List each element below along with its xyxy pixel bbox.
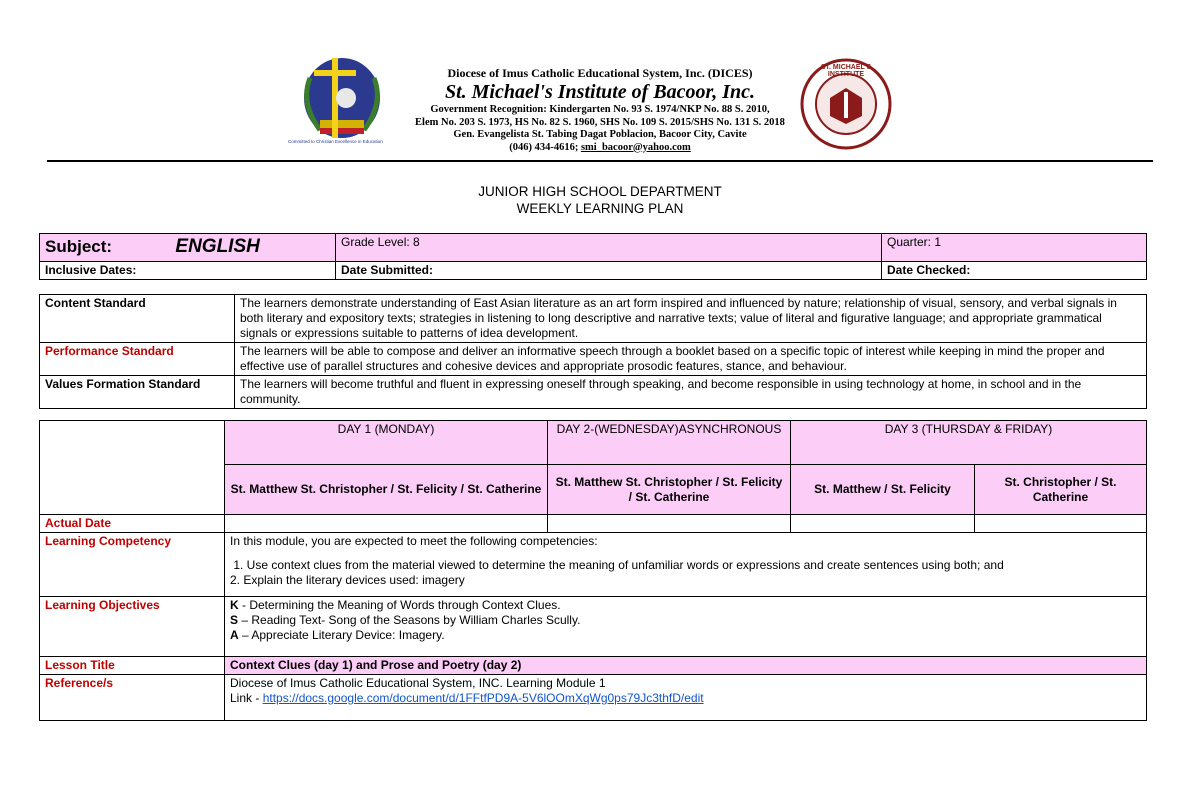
inclusive-dates: Inclusive Dates: xyxy=(40,262,336,280)
section-group-2: St. Matthew St. Christopher / St. Felicity / St. Catherine xyxy=(548,465,791,515)
subject-cell xyxy=(40,234,336,262)
objective-attitude: A – Appreciate Literary Device: Imagery. xyxy=(230,628,445,642)
day1-header: DAY 1 (MONDAY) xyxy=(225,421,548,465)
content-standard-label: Content Standard xyxy=(40,295,235,343)
date-checked: Date Checked: xyxy=(882,262,1147,280)
actual-date-label: Actual Date xyxy=(40,515,225,533)
recognition-line: Government Recognition: Kindergarten No. 93 S. 1974/NKP No. 88 S. 2010, xyxy=(430,104,770,115)
school-email[interactable]: smi_bacoor@yahoo.com xyxy=(580,141,691,153)
actual-date-day1 xyxy=(225,515,548,533)
module-link[interactable]: https://docs.google.com/document/d/1FFtfPD9A-5V6lOOmXqWg0ps79Jc3thfD/edit xyxy=(262,691,704,705)
content-standard-text: The learners demonstrate understanding of East Asian literature as an art form inspired and influenced by nature; relationship of visual, sensory, and verbal signals in both literary and expository texts; strategies in listening to long descriptive and narrative texts; value of literal and figurative language; and appropriate grammatical signals or expressions suitable to patterns of idea development. xyxy=(235,295,1147,343)
competency-item-2: 2. Explain the literary devices used: imagery xyxy=(230,573,465,587)
quarter-cell: Quarter: 1 xyxy=(882,234,1147,262)
values-standard-text: The learners will become truthful and fluent in expressing oneself through speaking, and become responsible in using technology at home, in school and in the community. xyxy=(235,376,1147,409)
school-address: Gen. Evangelista St. Tabing Dagat Poblacion, Bacoor City, Cavite xyxy=(453,129,747,140)
grade-level-cell: Grade Level: 8 xyxy=(336,234,882,262)
learning-objectives-label: Learning Objectives xyxy=(40,597,225,657)
objective-skill: S – Reading Text- Song of the Seasons by William Charles Scully. xyxy=(230,613,581,627)
contact-line xyxy=(380,142,820,155)
seal-text: ST. MICHAEL'S INSTITUTE xyxy=(820,64,872,78)
actual-date-day3a xyxy=(791,515,975,533)
plan-corner-cell xyxy=(40,421,225,515)
plan-title: WEEKLY LEARNING PLAN xyxy=(516,201,684,216)
school-phone: (046) 434-4616; xyxy=(509,141,579,153)
recognition-line-2: Elem No. 203 S. 1973, HS No. 82 S. 1960, SHS No. 109 S. 2015/SHS No. 131 S. 2018 xyxy=(415,116,785,128)
section-group-3: St. Matthew / St. Felicity xyxy=(791,465,975,515)
learning-competency-content xyxy=(225,533,1147,597)
info-table xyxy=(39,233,1147,280)
reference-link-line xyxy=(230,691,1141,706)
school-header xyxy=(380,66,820,154)
lesson-title-value: Context Clues (day 1) and Prose and Poetry (day 2) xyxy=(225,657,1147,675)
actual-date-day2 xyxy=(548,515,791,533)
dices-logo xyxy=(290,48,382,148)
link-label: Link - xyxy=(230,691,263,705)
objective-knowledge: K - Determining the Meaning of Words through Context Clues. xyxy=(230,598,561,612)
performance-standard-label: Performance Standard xyxy=(40,343,235,376)
school-name: St. Michael's Institute of Bacoor, Inc. xyxy=(444,81,756,103)
logo-caption: Committed to Christian Excellence in Education xyxy=(288,139,383,144)
standards-table xyxy=(39,294,1147,409)
learning-objectives-content xyxy=(225,597,1147,657)
section-group-4: St. Christopher / St. Catherine xyxy=(975,465,1147,515)
values-standard-label: Values Formation Standard xyxy=(40,376,235,409)
department-title: JUNIOR HIGH SCHOOL DEPARTMENT xyxy=(478,184,722,199)
lesson-title-label: Lesson Title xyxy=(40,657,225,675)
day2-header: DAY 2-(WEDNESDAY)ASYNCHRONOUS xyxy=(548,421,791,465)
plan-table xyxy=(39,420,1147,721)
reference-content xyxy=(225,675,1147,721)
header-rule xyxy=(47,160,1153,162)
learning-competency-label: Learning Competency xyxy=(40,533,225,597)
competency-intro: In this module, you are expected to meet the following competencies: xyxy=(230,534,598,548)
competency-item-1: 1. Use context clues from the material viewed to determine the meaning of unfamiliar words or expressions and create sentences using both; and xyxy=(230,558,1004,572)
actual-date-day3b xyxy=(975,515,1147,533)
reference-label: Reference/s xyxy=(40,675,225,721)
subject-value: ENGLISH xyxy=(175,236,260,257)
subject-label: Subject: xyxy=(45,237,113,256)
reference-text: Diocese of Imus Catholic Educational System, INC. Learning Module 1 xyxy=(230,676,606,690)
day3-header: DAY 3 (THURSDAY & FRIDAY) xyxy=(791,421,1147,465)
performance-standard-text: The learners will be able to compose and deliver an informative speech through a booklet based on a specific topic of interest while keeping in mind the proper and effective use of parallel structures and cohesive devices and appropriate prosodic features, stance, and behaviour. xyxy=(235,343,1147,376)
diocese-name: Diocese of Imus Catholic Educational System, Inc. (DICES) xyxy=(447,66,753,80)
section-group-1: St. Matthew St. Christopher / St. Felicity / St. Catherine xyxy=(225,465,548,515)
school-seal xyxy=(800,58,892,150)
date-submitted: Date Submitted: xyxy=(336,262,882,280)
